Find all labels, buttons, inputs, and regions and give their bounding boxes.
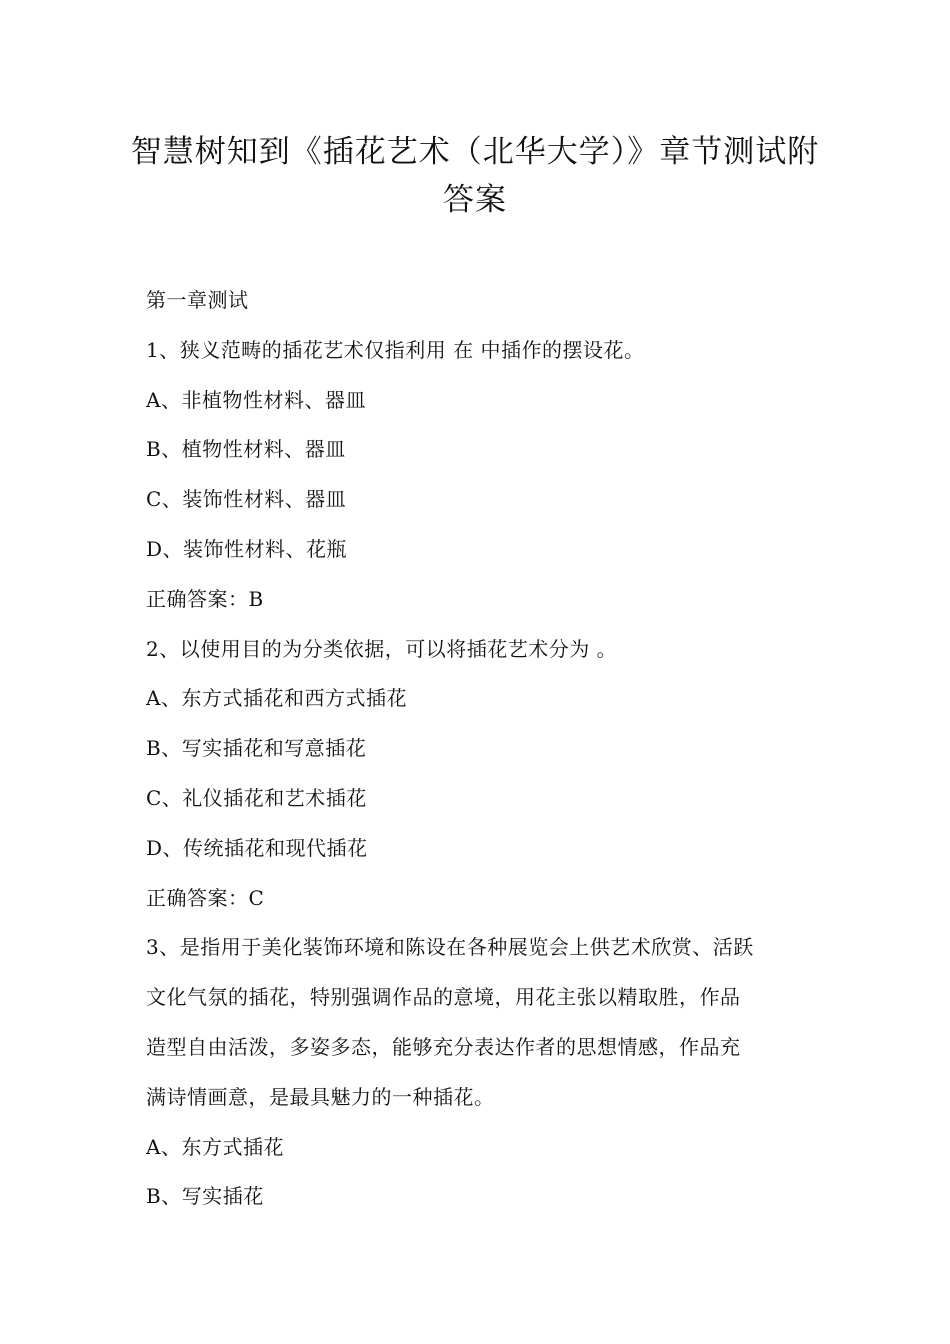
option-b: B、写实插花: [146, 1184, 264, 1209]
chapter-heading: 第一章测试: [146, 288, 249, 312]
question-stem-line: 3、是指用于美化装饰环境和陈设在各种展览会上供艺术欣赏、活跃: [146, 935, 754, 960]
document-body: [146, 276, 818, 1222]
document-title: 智慧树知到《插花艺术（北华大学）》章节测试附答案: [130, 134, 820, 218]
option-b: B、植物性材料、器皿: [146, 437, 346, 462]
correct-answer: 正确答案：C: [146, 885, 265, 910]
option-b: B、写实插花和写意插花: [146, 736, 367, 761]
question-stem-line: 满诗情画意，是最具魅力的一种插花。: [146, 1084, 495, 1109]
option-a: A、非植物性材料、器皿: [146, 387, 366, 412]
option-d: D、装饰性材料、花瓶: [146, 536, 348, 561]
question-stem-line: 文化气氛的插花，特别强调作品的意境，用花主张以精取胜，作品: [146, 985, 741, 1010]
question-stem: 1、狭义范畴的插花艺术仅指利用 在 中插作的摆设花。: [146, 337, 645, 362]
option-a: A、东方式插花: [146, 1134, 284, 1159]
option-d: D、传统插花和现代插花: [146, 835, 368, 860]
option-c: C、装饰性材料、器皿: [146, 487, 347, 512]
question-stem: 2、以使用目的为分类依据，可以将插花艺术分为 。: [146, 636, 618, 661]
option-a: A、东方式插花和西方式插花: [146, 686, 407, 711]
correct-answer: 正确答案：B: [146, 586, 264, 611]
option-c: C、礼仪插花和艺术插花: [146, 785, 367, 810]
question-stem-line: 造型自由活泼，多姿多态，能够充分表达作者的思想情感，作品充: [146, 1034, 741, 1059]
